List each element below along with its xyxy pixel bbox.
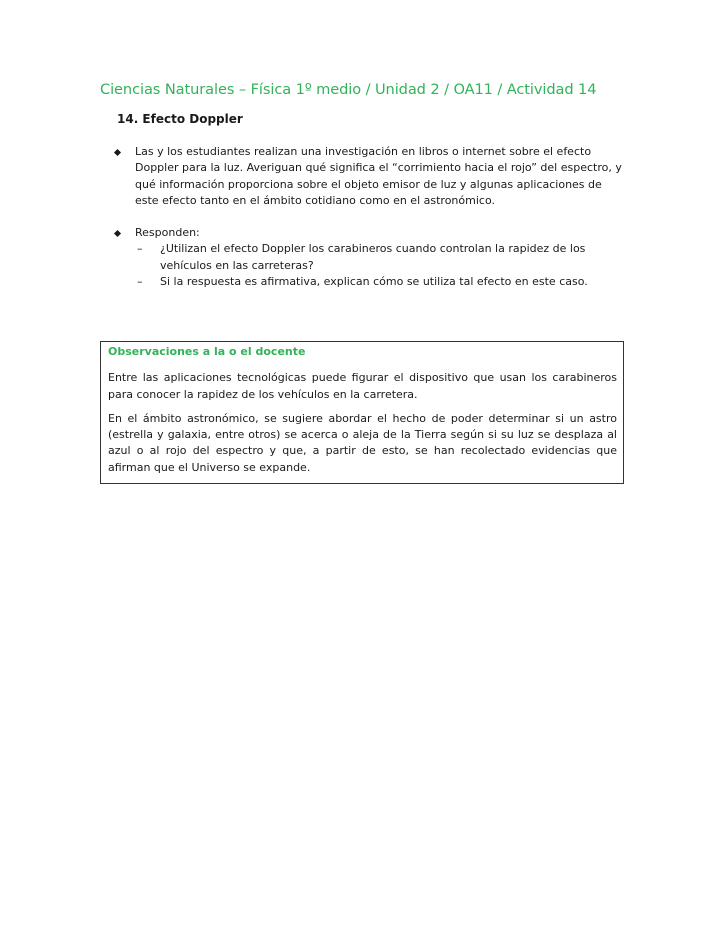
observation-paragraph: En el ámbito astronómico, se sugiere abordar el hecho de poder determinar si un astro (estrella y galaxia, entre otros) se acerca o aleja de la Tierra según si su luz se desplaza al azul o al rojo del espectro y que, a partir de esto, se han recolectado evidencias que afirman que el Universo se expande. (108, 411, 617, 474)
sub-list-item (135, 274, 623, 290)
dash-bullet-icon: – (137, 275, 143, 289)
sub-item-text: ¿Utilizan el efecto Doppler los carabineros cuando controlan la rapidez de los vehículos en las carreteras? (160, 242, 586, 272)
activity-title: 14. Efecto Doppler (117, 112, 243, 126)
list-item (113, 144, 623, 209)
observation-paragraph: Entre las aplicaciones tecnológicas puede figurar el dispositivo que usan los carabineros para conocer la rapidez de los vehículos en la carretera. (108, 371, 617, 401)
diamond-bullet-icon (114, 230, 121, 237)
page-header-breadcrumb: Ciencias Naturales – Física 1º medio / Unidad 2 / OA11 / Actividad 14 (100, 81, 597, 98)
list-item (113, 225, 623, 290)
dash-bullet-icon: – (137, 242, 143, 256)
diamond-bullet-icon (114, 149, 121, 156)
sub-item-text: Si la respuesta es afirmativa, explican cómo se utiliza tal efecto en este caso. (160, 275, 588, 289)
sub-list-item (135, 241, 623, 274)
teacher-observations-box (100, 341, 624, 484)
sub-list (135, 241, 623, 290)
bullet-text: Responden: (135, 226, 200, 240)
activity-bullet-list (113, 144, 623, 306)
observations-title: Observaciones a la o el docente (108, 345, 306, 358)
bullet-text: Las y los estudiantes realizan una investigación en libros o internet sobre el efecto Doppler para la luz. Averiguan qué significa el “corrimiento hacia el rojo” del espectro, y qué información proporciona sobre el objeto emisor de luz y algunas aplicaciones de este efecto tanto en el ámbito cotidiano como en el astronómico. (135, 145, 622, 207)
